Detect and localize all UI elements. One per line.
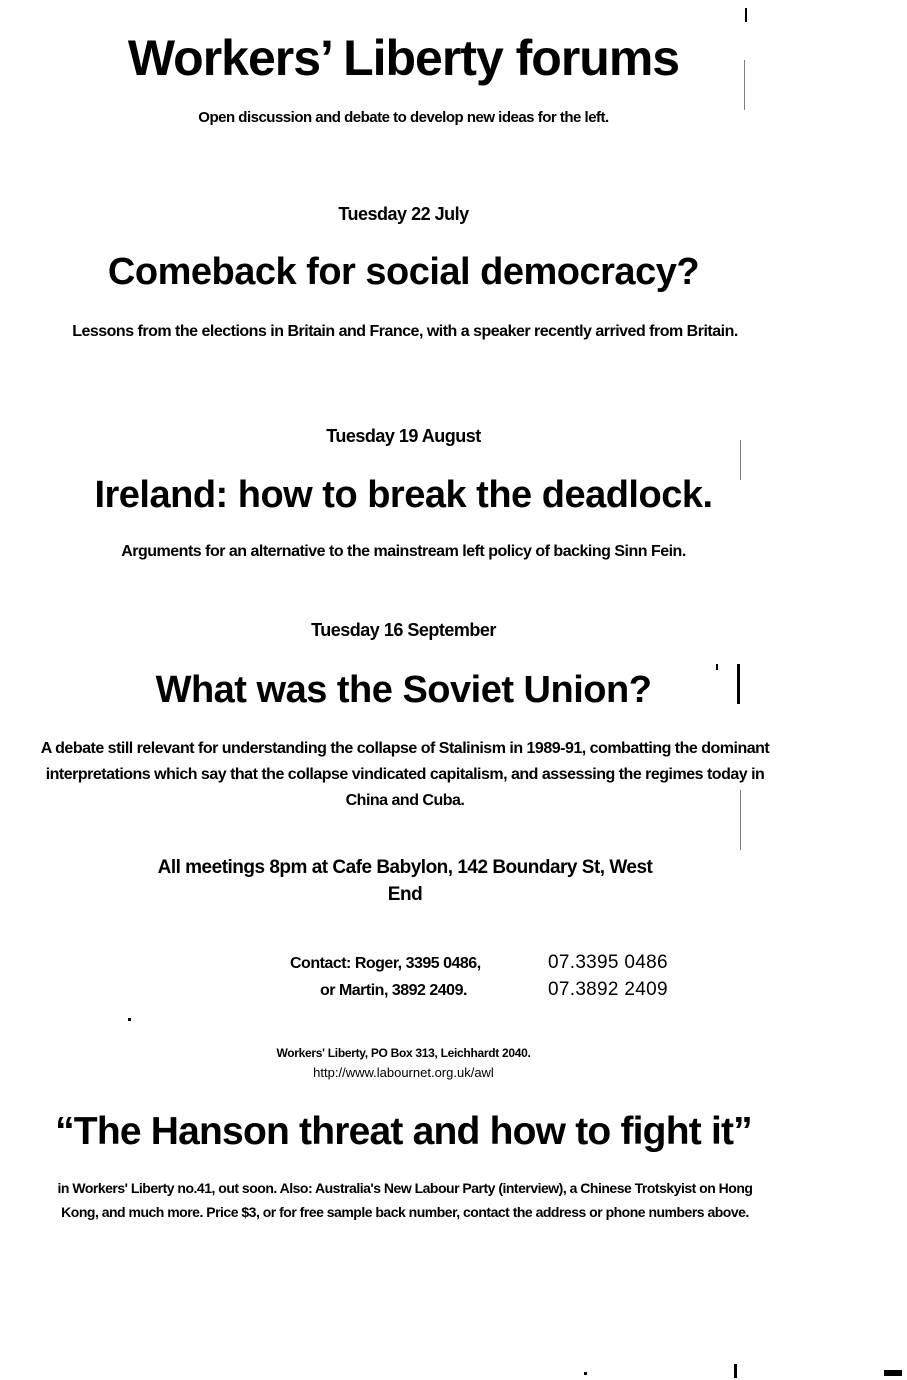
page-title: Workers’ Liberty forums: [127, 30, 680, 86]
contact-block: [290, 950, 710, 1004]
scan-artifact: [884, 1370, 902, 1376]
scan-artifact: [740, 440, 741, 480]
event-heading: Ireland: how to break the deadlock.: [94, 474, 713, 516]
event-heading: What was the Soviet Union?: [155, 669, 652, 711]
event-description: A debate still relevant for understanding the collapse of Stalinism in 1989-91, combatting the dominant interpretations which say that the collapse vindicated capitalism, and assessing the regimes today in China and Cuba.: [40, 740, 770, 809]
scan-artifact: [716, 664, 718, 670]
event-heading: Comeback for social democracy?: [107, 251, 700, 293]
scan-artifact: [128, 1018, 131, 1021]
page-subtitle: Open discussion and debate to develop new ideas for the left.: [198, 109, 609, 126]
contact-phone: 07.3395 0486: [548, 952, 668, 973]
scan-artifact: [737, 664, 740, 704]
promo-title: “The Hanson threat and how to fight it”: [55, 1110, 752, 1153]
promo-text: in Workers' Liberty no.41, out soon. Also: Australia's New Labour Party (interview), a Chinese Trotskyist on Hong Kong, and much more. Price $3, or for free sample back number, contact the address or phone numbers above.: [57, 1180, 753, 1220]
event-description: Arguments for an alternative to the mainstream left policy of backing Sinn Fein.: [121, 543, 686, 560]
scan-artifact: [744, 60, 745, 110]
scan-artifact: [734, 1364, 737, 1378]
contact-row: [290, 950, 710, 977]
organisation-address: Workers' Liberty, PO Box 313, Leichhardt 2040.: [276, 1046, 531, 1060]
venue-info: All meetings 8pm at Cafe Babylon, 142 Boundary St, West End: [157, 857, 653, 905]
event-date: Tuesday 16 September: [311, 620, 496, 640]
scan-artifact: [584, 1372, 587, 1375]
scan-artifact: [740, 790, 741, 850]
event-date: Tuesday 19 August: [326, 426, 481, 446]
contact-text: Contact: Roger, 3395 0486,: [290, 955, 481, 972]
contact-phone: 07.3892 2409: [548, 979, 668, 1000]
event-date: Tuesday 22 July: [338, 204, 469, 224]
website-url: http://www.labournet.org.uk/awl: [313, 1065, 494, 1080]
contact-text: or Martin, 3892 2409.: [320, 982, 467, 999]
scan-artifact: [745, 8, 747, 22]
contact-row: [290, 977, 710, 1004]
event-description: Lessons from the elections in Britain and France, with a speaker recently arrived from Britain.: [72, 323, 738, 340]
